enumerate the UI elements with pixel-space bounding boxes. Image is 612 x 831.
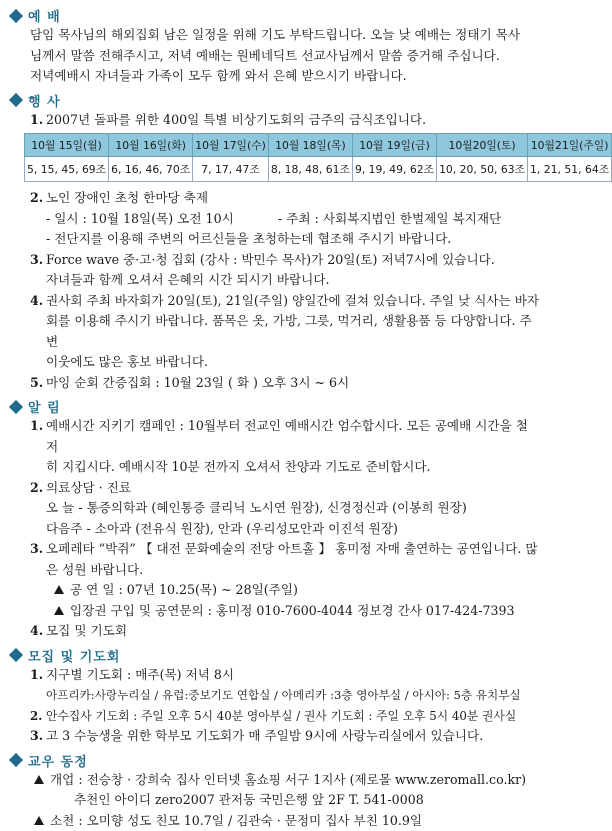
worship-line: 님께서 말씀 전해주시고, 저녁 예배는 원베네딕트 선교사님께서 말씀 증거해 주십니다. <box>8 46 540 67</box>
fasting-schedule-table <box>24 133 612 182</box>
events-item-5 <box>8 373 540 394</box>
table-cell: 1, 21, 51, 64조 <box>528 157 612 182</box>
diamond-bullet-icon <box>9 648 23 662</box>
notices-item-3 <box>8 539 540 560</box>
recruit-item-3 <box>8 726 540 747</box>
triangle-bullet-icon <box>54 606 64 615</box>
notices-title: 알 림 <box>28 397 61 416</box>
worship-title: 예 배 <box>28 6 61 25</box>
item-number: 2. <box>30 188 46 209</box>
item-continuation: 회를 이용해 주시기 바랍니다. 품목은 옷, 가방, 그릇, 먹거리, 생활용품 등 다양합니다. 주변 <box>8 311 540 352</box>
member-opening <box>8 770 540 791</box>
table-header-cell: 10월 19일(금) <box>352 134 436 157</box>
events-section <box>8 91 540 394</box>
table-cell: 7, 17, 47조 <box>193 157 269 182</box>
worship-heading <box>8 6 540 25</box>
item-text: 모집 및 기도회 <box>46 621 540 642</box>
table-cell: 9, 19, 49, 62조 <box>352 157 436 182</box>
item-text: 마잉 순회 간증집회 : 10월 23일 ( 화 ) 오후 3시 ~ 6시 <box>46 373 540 394</box>
ticket-inquiry <box>8 601 540 622</box>
worship-section <box>8 6 540 87</box>
item-text: Force wave 중·고·청 집회 (강사 : 박민수 목사)가 20일(토) 저녁7시에 있습니다. <box>46 250 540 271</box>
table-header-cell: 10월 16일(화) <box>109 134 193 157</box>
worship-line: 담임 목사님의 해외집회 남은 일정을 위해 기도 부탁드립니다. 오늘 낮 예배는 정태기 목사 <box>8 25 540 46</box>
item-continuation: 히 지킵시다. 예배시작 10분 전까지 오셔서 찬양과 기도로 준비합시다. <box>8 457 540 478</box>
recruit-title: 모집 및 기도회 <box>28 646 120 665</box>
notices-item-1 <box>8 416 540 457</box>
recruit-section <box>8 646 540 747</box>
clinic-today: 오 늘 - 통증의학과 (혜인통증 클리닉 노시연 원장), 신경정신과 (이봉희 원장) <box>8 498 540 519</box>
event-details-row <box>8 209 540 230</box>
notices-item-4 <box>8 621 540 642</box>
item-text: 안수집사 기도회 : 주일 오후 5시 40분 영아부실 / 권사 기도회 : 주일 오후 5시 40분 권사실 <box>46 706 540 727</box>
recruit-heading <box>8 646 540 665</box>
recruit-item-1 <box>8 665 540 686</box>
table-header-cell: 10월21일(주일) <box>528 134 612 157</box>
table-header-cell: 10월 17일(수) <box>193 134 269 157</box>
item-number: 2. <box>30 706 46 727</box>
events-title: 행 사 <box>28 91 61 110</box>
diamond-bullet-icon <box>9 93 23 107</box>
performance-period <box>8 580 540 601</box>
item-text: 의료상담 · 진료 <box>46 478 540 499</box>
item-number: 1. <box>30 416 46 457</box>
events-heading <box>8 91 540 110</box>
notices-item-2 <box>8 478 540 499</box>
item-continuation: 자녀들과 함께 오셔서 은혜의 시간 되시기 바랍니다. <box>8 270 540 291</box>
members-section <box>8 751 540 831</box>
member-opening-text: 개업 : 전승창 · 강희숙 집사 인터넷 홈쇼핑 서구 1지사 (제로몰 www.zeromall.co.kr) <box>50 772 526 787</box>
events-item-3 <box>8 250 540 271</box>
notices-section <box>8 397 540 642</box>
table-cell: 5, 15, 45, 69조 <box>25 157 109 182</box>
diamond-bullet-icon <box>9 8 23 22</box>
item-number: 4. <box>30 621 46 642</box>
triangle-bullet-icon <box>34 775 44 784</box>
item-continuation: 이웃에도 많은 홍보 바랍니다. <box>8 352 540 373</box>
members-title: 교우 동정 <box>28 751 88 770</box>
item-text: 오페레타 “박쥐” 【 대전 문화예술의 전당 아트홀 】 홍미정 자매 출연하는 공연입니다. 많 <box>46 539 540 560</box>
members-heading <box>8 751 540 770</box>
table-cell: 8, 18, 48, 61조 <box>268 157 352 182</box>
table-header-cell: 10월 15일(월) <box>25 134 109 157</box>
event-host: - 주최 : 사회복지법인 한벌제일 복지재단 <box>278 209 501 230</box>
prayer-rooms: 아프리카:사랑누리실 / 유럽:중보기도 연합실 / 아메리카 :3층 영아부실 / 아시아: 5층 유치부실 <box>8 685 540 706</box>
item-text: 권사회 주최 바자회가 20일(토), 21일(주일) 양일간에 걸쳐 있습니다. 주일 낮 식사는 바자 <box>46 291 540 312</box>
member-opening-detail: 추천인 아이디 zero2007 관저동 국민은행 앞 2F T. 541-0008 <box>8 790 540 811</box>
worship-line: 저녁예배시 자녀들과 가족이 모두 함께 와서 은혜 받으시기 바랍니다. <box>8 66 540 87</box>
item-text: 2007년 돌파를 위한 400일 특별 비상기도회의 금주의 금식조입니다. <box>46 110 540 131</box>
events-item-2 <box>8 188 540 209</box>
ticket-inquiry-text: 입장권 구입 및 공연문의 : 홍미정 010-7600-4044 정보경 간사 017-424-7393 <box>70 603 515 618</box>
table-cell: 6, 16, 46, 70조 <box>109 157 193 182</box>
item-continuation: 은 성원 바랍니다. <box>8 560 540 581</box>
table-header-cell: 10월20일(토) <box>437 134 528 157</box>
triangle-bullet-icon <box>34 816 44 825</box>
item-number: 3. <box>30 726 46 747</box>
item-text: 지구별 기도회 : 매주(목) 저녁 8시 <box>46 665 540 686</box>
event-note: - 전단지를 이용해 주변의 어르신들을 초청하는데 협조해 주시기 바랍니다. <box>8 229 540 250</box>
diamond-bullet-icon <box>9 753 23 767</box>
item-number: 2. <box>30 478 46 499</box>
item-number: 5. <box>30 373 46 394</box>
item-number: 4. <box>30 291 46 312</box>
table-cell: 10, 20, 50, 63조 <box>437 157 528 182</box>
member-funeral <box>8 811 540 831</box>
diamond-bullet-icon <box>9 399 23 413</box>
table-header-cell: 10월 18일(목) <box>268 134 352 157</box>
table-row <box>25 157 612 182</box>
table-header-row <box>25 134 612 157</box>
events-item-4 <box>8 291 540 312</box>
member-funeral-text: 소천 : 오미향 성도 친모 10.7일 / 김관숙 · 문정미 집사 부친 10.9일 <box>50 813 422 828</box>
item-number: 3. <box>30 539 46 560</box>
item-number: 1. <box>30 665 46 686</box>
event-date: - 일시 : 10월 18일(목) 오전 10시 <box>46 209 278 230</box>
notices-heading <box>8 397 540 416</box>
triangle-bullet-icon <box>54 585 64 594</box>
clinic-next-week: 다음주 - 소아과 (전유식 원장), 안과 (우리성모안과 이진석 원장) <box>8 519 540 540</box>
performance-period-text: 공 연 일 : 07년 10.25(목) ~ 28일(주일) <box>70 582 298 597</box>
events-item-1 <box>8 110 540 131</box>
item-text: 예배시간 지키기 캠페인 : 10월부터 전교인 예배시간 엄수합시다. 모든 공예배 시간을 철저 <box>46 416 540 457</box>
recruit-item-2 <box>8 706 540 727</box>
item-number: 3. <box>30 250 46 271</box>
item-text: 노인 장애인 초청 한마당 축제 <box>46 188 540 209</box>
item-text: 고 3 수능생을 위한 학부모 기도회가 매 주일밤 9시에 사랑누리실에서 있습니다. <box>46 726 540 747</box>
item-number: 1. <box>30 110 46 131</box>
